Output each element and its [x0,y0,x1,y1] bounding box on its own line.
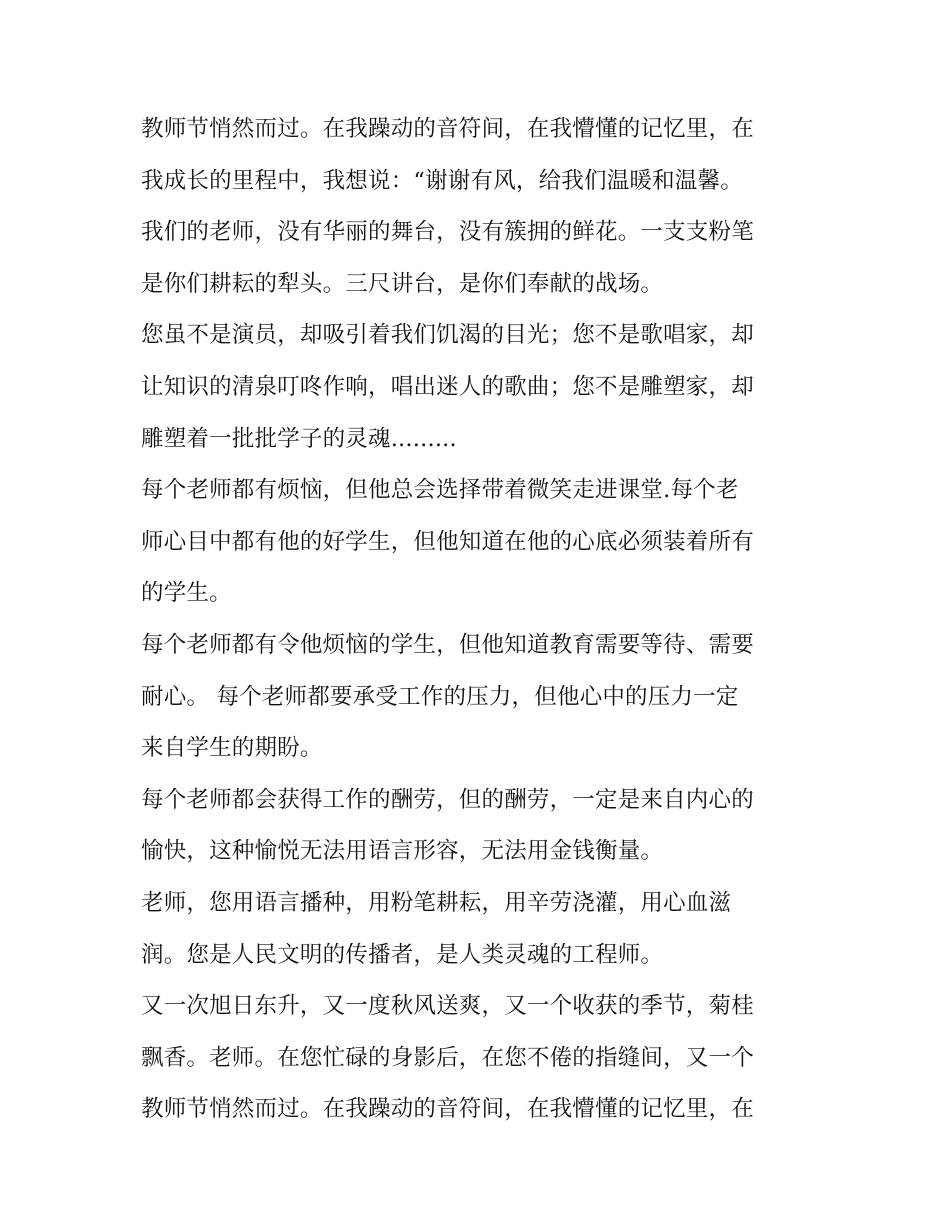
text-line: 的学生。 [141,580,232,607]
text-line: 每个老师都有令他烦恼的学生，但他知道教育需要等待、需要 [141,631,754,658]
text-line: 教师节悄然而过。在我躁动的音符间，在我懵懂的记忆里，在 [141,116,754,142]
text-line: 又一次旭日东升，又一度秋风送爽，又一个收获的季节，菊桂 [141,993,754,1020]
text-line: 教师节悄然而过。在我躁动的音符间，在我懵懂的记忆里，在 [141,1096,754,1123]
text-line: 让知识的清泉叮咚作响，唱出迷人的歌曲；您不是雕塑家，却 [141,373,754,400]
text-line: 我成长的里程中，我想说：“谢谢有风，给我们温暖和温馨。 [141,167,743,194]
text-line: 飘香。老师。在您忙碌的身影后，在您不倦的指缝间，又一个 [141,1044,754,1071]
text-line: 愉快，这种愉悦无法用语言形容，无法用金钱衡量。 [141,838,664,865]
text-line: 雕塑着一批批学子的灵魂......... [141,425,457,452]
document-body [141,104,821,1136]
text-line: 润。您是人民文明的传播者，是人类灵魂的工程师。 [141,941,664,968]
text-line: 老师，您用语言播种，用粉笔耕耘，用辛劳浇灌，用心血滋 [141,889,732,916]
text-line: 我们的老师，没有华丽的舞台，没有簇拥的鲜花。一支支粉笔 [141,219,754,246]
text-line: 师心目中都有他的好学生，但他知道在他的心底必须装着所有 [141,528,754,555]
text-line: 耐心。 每个老师都要承受工作的压力，但他心中的压力一定 [141,683,739,710]
text-line: 来自学生的期盼。 [141,735,323,762]
text-line: 每个老师都会获得工作的酬劳，但的酬劳，一定是来自内心的 [141,786,754,813]
text-line: 是你们耕耘的犁头。三尺讲台，是你们奉献的战场。 [141,270,664,297]
text-line: 您虽不是演员，却吸引着我们饥渴的目光；您不是歌唱家，却 [141,322,754,349]
text-line: 每个老师都有烦恼，但他总会选择带着微笑走进课堂.每个老 [141,477,739,504]
